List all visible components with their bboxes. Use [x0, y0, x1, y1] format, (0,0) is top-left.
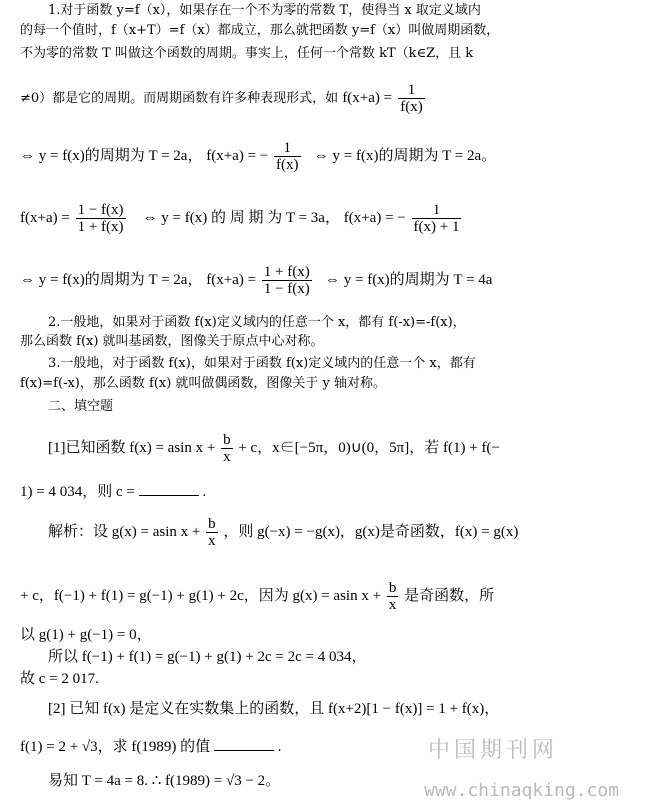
solution-1-line-1 — [0, 510, 655, 554]
fraction-b-over-x — [221, 432, 233, 465]
paragraph-1-line-2: 的每一个值时，f（x+T）=f（x）都成立，那么就把函数 y=f（x）叫做周期函数， — [20, 23, 500, 38]
section-heading-fill-in: 二、填空题 — [48, 399, 114, 414]
problem-1-text-b: + c，x∈[−5π，0)∪(0，5π]，若 f(1) + f(− — [238, 440, 500, 456]
paragraph-2-line-2: 那么函数 f(x) 就叫基函数，图像关于原点中心对称。 — [20, 334, 324, 349]
fraction-denominator: f(x) — [276, 157, 299, 174]
watermark-url: www.chinaqking.com — [424, 780, 620, 801]
solution-1-line-4: 所以 f(−1) + f(1) = g(−1) + g(1) + 2c = 2c = 4 034， — [48, 649, 367, 665]
fraction-denominator: x — [208, 533, 216, 550]
problem-2-line-3: 易知 T = 4a = 8. ∴ f(1989) = √3 − 2。 — [48, 773, 281, 789]
fraction-numerator: 1 — [274, 140, 301, 157]
formula-f1: f(x+a) = — [342, 90, 393, 106]
fraction-numerator: 1 + f(x) — [263, 264, 310, 281]
formula-line-4 — [0, 258, 655, 302]
fraction-denominator: 1 + f(x) — [77, 219, 124, 236]
paragraph-3-line-2: f(x)=f(-x)，那么函数 f(x) 就叫做偶函数，图像关于 y 轴对称。 — [20, 376, 387, 391]
fraction-numerator: 1 − f(x) — [77, 202, 124, 219]
formula-f2-a: ⇔ y = f(x)的周期为 T = 2a， — [20, 148, 203, 164]
solution-1-line-5: 故 c = 2 017. — [20, 671, 99, 687]
formula-line-3 — [0, 196, 655, 240]
fraction-denominator: f(x) — [400, 99, 423, 115]
problem-2-line-1: [2] 已知 f(x) 是定义在实数集上的函数，且 f(x+2)[1 − f(x)] = 1 + f(x)， — [48, 701, 500, 717]
fraction-f1 — [398, 82, 425, 115]
fraction-f2 — [274, 140, 301, 173]
problem-2-period: . — [277, 739, 282, 755]
formula-f3-a: f(x+a) = — [20, 210, 70, 226]
solution-text-b: ，则 g(−x) = −g(x)，g(x)是奇函数，f(x) = g(x) — [223, 524, 519, 540]
formula-f2-c: ⇔ y = f(x)的周期为 T = 2a。 — [313, 148, 497, 164]
formula-f3-b: ⇔ y = f(x) 的 周 期 为 T = 3a， — [142, 210, 340, 226]
formula-line-1 — [0, 76, 655, 120]
watermark-cn: 中国期刊网 — [428, 738, 559, 763]
fraction-numerator: b — [388, 580, 397, 597]
problem-1-period: . — [202, 484, 207, 500]
fraction-numerator: b — [223, 432, 231, 449]
paragraph-3-line-1: 3.一般地，对于函数 f(x)，如果对于函数 f(x)定义域内的任意一个 x，都有 — [48, 356, 476, 371]
formula-f4-c: ⇔ y = f(x)的周期为 T = 4a — [324, 272, 493, 288]
solution-text-d: 是奇函数，所 — [404, 588, 495, 604]
solution-text-a: 解析：设 g(x) = asin x + — [48, 524, 201, 540]
fraction-denominator: x — [388, 597, 397, 614]
formula-line-2 — [0, 134, 655, 178]
problem-1-line-1 — [0, 426, 655, 470]
paragraph-1-line-4: ≠0）都是它的周期。而周期函数有许多种表现形式，如 — [20, 91, 339, 106]
fraction-b-over-x — [206, 516, 218, 549]
fraction-numerator: b — [208, 516, 216, 533]
fraction-numerator: 1 — [398, 82, 425, 99]
problem-2-text: f(1) = 2 + √3，求 f(1989) 的值 — [20, 739, 211, 755]
problem-1-line-2 — [0, 483, 655, 501]
paragraph-1-line-3: 不为零的常数 T 叫做这个函数的周期。事实上，任何一个常数 kT（k∈Z，且 k — [20, 46, 474, 61]
paragraph-1-line-1: 1.对于函数 y=f（x），如果存在一个不为零的常数 T，使得当 x 取定义域内 — [48, 3, 481, 18]
solution-1-line-2 — [0, 574, 655, 618]
answer-blank[interactable] — [214, 738, 274, 751]
fraction-f3-second — [412, 202, 462, 235]
fraction-f4 — [262, 264, 312, 297]
fraction-denominator: f(x) + 1 — [413, 219, 460, 236]
formula-f2-b: f(x+a) = − — [206, 148, 269, 164]
fraction-denominator: 1 − f(x) — [263, 281, 310, 298]
answer-blank[interactable] — [139, 483, 199, 496]
paragraph-2-line-1: 2.一般地，如果对于函数 f(x)定义域内的任意一个 x，都有 f(-x)=-f(x)， — [48, 315, 466, 330]
formula-f4-b: f(x+a) = — [206, 272, 257, 288]
formula-f4-a: ⇔ y = f(x)的周期为 T = 2a， — [20, 272, 203, 288]
fraction-f3 — [76, 202, 126, 235]
fraction-denominator: x — [223, 449, 231, 466]
solution-text-c: + c，f(−1) + f(1) = g(−1) + g(1) + 2c，因为 g(x) = asin x + — [20, 588, 382, 604]
fraction-numerator: 1 — [412, 202, 462, 219]
problem-1-text-a: [1]已知函数 f(x) = asin x + — [48, 440, 216, 456]
problem-1-text-c: 1) = 4 034，则 c = — [20, 484, 135, 500]
formula-f3-c: f(x+a) = − — [343, 210, 406, 226]
solution-1-line-3: 以 g(1) + g(−1) = 0， — [20, 627, 152, 643]
fraction-b-over-x — [387, 580, 399, 613]
